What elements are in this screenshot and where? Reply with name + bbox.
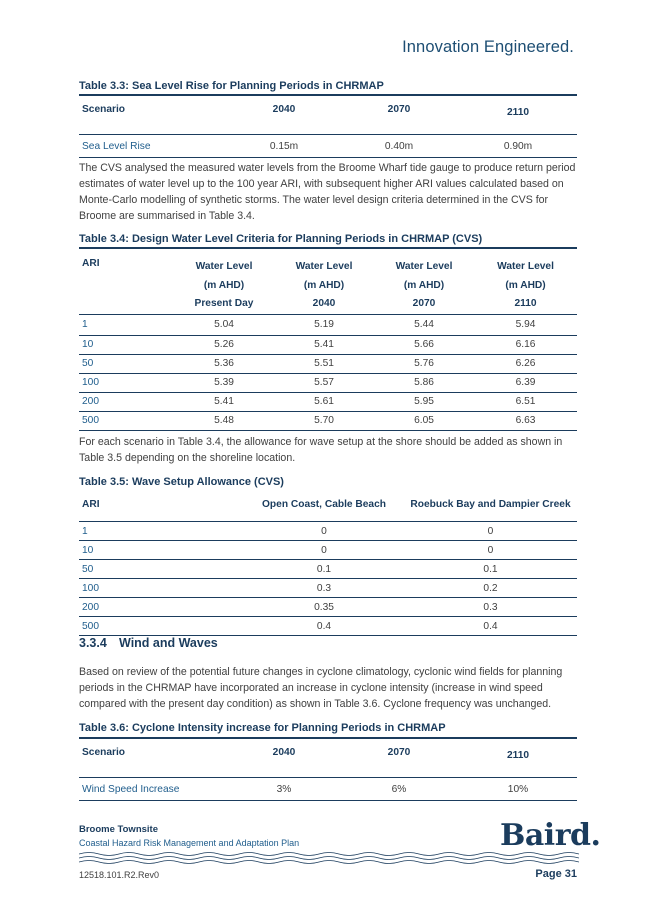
cell-value: 6.39	[474, 373, 577, 392]
cell-value: 5.04	[174, 314, 274, 335]
cell-value: 0.1	[244, 560, 404, 579]
header-2110: 2110	[459, 738, 577, 778]
row-label: Wind Speed Increase	[79, 778, 229, 801]
header-line: 2070	[412, 298, 436, 309]
cell-value: 5.19	[274, 314, 374, 335]
table-row	[79, 541, 577, 560]
table-row	[79, 314, 577, 335]
header-line: Water Level	[195, 261, 253, 272]
header-line: Water Level	[395, 261, 453, 272]
header-line: 2110	[514, 298, 537, 309]
page-number: Page 31	[535, 868, 577, 880]
company-tagline: Innovation Engineered.	[402, 38, 574, 56]
cell-value: 0	[404, 541, 577, 560]
header-2040: 2040	[229, 738, 339, 778]
cell-value: 0.3	[244, 579, 404, 598]
cell-value: 10%	[459, 778, 577, 801]
table-row	[79, 411, 577, 430]
section-title: Wind and Waves	[119, 636, 218, 650]
table-3-6	[79, 737, 577, 801]
cell-value: 0	[404, 522, 577, 541]
cell-value: 5.51	[274, 354, 374, 373]
cell-value: 5.66	[374, 335, 474, 354]
cell-value: 5.94	[474, 314, 577, 335]
cell-value: 0	[244, 541, 404, 560]
section-heading	[79, 636, 218, 650]
table-row	[79, 560, 577, 579]
cell-value: 5.26	[174, 335, 274, 354]
cell-value: 5.41	[274, 335, 374, 354]
paragraph-wave-setup: For each scenario in Table 3.4, the allowance for wave setup at the shore should be added as shown in Table 3.5 depending on the shoreline location.	[79, 436, 563, 464]
cell-ari: 500	[79, 411, 174, 430]
table-row	[79, 617, 577, 636]
header-line: 2040	[312, 298, 336, 309]
cell-ari: 1	[79, 522, 244, 541]
cell-value: 0.15m	[229, 135, 339, 158]
header-ari-label: ARI	[82, 258, 100, 269]
cell-value: 5.76	[374, 354, 474, 373]
cell-value: 5.39	[174, 373, 274, 392]
cell-value: 0.35	[244, 598, 404, 617]
cell-value: 3%	[229, 778, 339, 801]
header-2070	[374, 248, 474, 314]
cell-value: 5.57	[274, 373, 374, 392]
header-open-coast: Open Coast, Cable Beach	[244, 494, 404, 522]
table-row	[79, 598, 577, 617]
cell-value: 0.4	[244, 617, 404, 636]
header-2070: 2070	[339, 95, 459, 135]
cell-value: 0.2	[404, 579, 577, 598]
paragraph-cyclone: Based on review of the potential future changes in cyclone climatology, cyclonic wind fields for planning periods in the CHRMAP have incorporated an increase in cyclone intensity (increase in wind speed compared with the present day condition) as shown in Table 3.6. Cyclone frequency was unchanged.	[79, 666, 563, 710]
cell-value: 6.05	[374, 411, 474, 430]
header-line: Present Day	[194, 298, 254, 309]
table-3-5-caption: Table 3.5: Wave Setup Allowance (CVS)	[79, 476, 284, 488]
header-line: (m AHD)	[403, 279, 445, 291]
cell-value: 5.44	[374, 314, 474, 335]
header-2070: 2070	[339, 738, 459, 778]
header-2110: 2110	[459, 95, 577, 135]
cell-value: 5.41	[174, 392, 274, 411]
table-header-row	[79, 494, 577, 522]
cell-ari: 50	[79, 560, 244, 579]
table-row	[79, 354, 577, 373]
cell-ari: 100	[79, 373, 174, 392]
table-3-4	[79, 247, 577, 431]
header-scenario: Scenario	[79, 95, 229, 135]
header-line: (m AHD)	[505, 279, 546, 291]
paragraph-cvs-analysis: The CVS analysed the measured water levels from the Broome Wharf tide gauge to produce return period estimates of water level up to the 100 year ARI, with subsequent higher ARI values calculated based on Monte-Carlo modelling of synthetic storms. The water level design criteria determined in the CVS for Broome are summarised in Table 3.4.	[79, 162, 576, 222]
table-3-5	[79, 494, 577, 636]
header-ari	[79, 248, 174, 314]
baird-logo: Baird.	[500, 818, 601, 853]
cell-value: 6.26	[474, 354, 577, 373]
wave-divider	[79, 850, 579, 866]
table-row	[79, 579, 577, 598]
cell-value: 6.63	[474, 411, 577, 430]
cell-value: 6%	[339, 778, 459, 801]
table-header-row	[79, 248, 577, 314]
table-row	[79, 522, 577, 541]
cell-value: 5.86	[374, 373, 474, 392]
row-label: Sea Level Rise	[79, 135, 229, 158]
header-line: Water Level	[497, 261, 554, 272]
cell-value: 0.40m	[339, 135, 459, 158]
header-2040: 2040	[229, 95, 339, 135]
header-scenario: Scenario	[79, 738, 229, 778]
cell-value: 5.61	[274, 392, 374, 411]
table-3-3	[79, 94, 577, 158]
table-row	[79, 778, 577, 801]
document-reference: 12518.101.R2.Rev0	[79, 870, 160, 880]
cell-ari: 500	[79, 617, 244, 636]
cell-ari: 100	[79, 579, 244, 598]
header-roebuck-bay: Roebuck Bay and Dampier Creek	[404, 494, 577, 522]
cell-value: 5.95	[374, 392, 474, 411]
cell-value: 0	[244, 522, 404, 541]
table-3-6-caption: Table 3.6: Cyclone Intensity increase for Planning Periods in CHRMAP	[79, 722, 446, 734]
table-header-row	[79, 738, 577, 778]
cell-value: 6.51	[474, 392, 577, 411]
cell-ari: 1	[79, 314, 174, 335]
table-row	[79, 373, 577, 392]
section-number: 3.3.4	[79, 636, 107, 650]
cell-value: 5.36	[174, 354, 274, 373]
header-2110	[474, 248, 577, 314]
header-ari: ARI	[79, 494, 244, 522]
table-row	[79, 392, 577, 411]
header-line: (m AHD)	[203, 279, 245, 291]
cell-ari: 10	[79, 335, 174, 354]
cell-ari: 50	[79, 354, 174, 373]
cell-ari: 10	[79, 541, 244, 560]
footer-document-title: Coastal Hazard Risk Management and Adaptation Plan	[79, 838, 300, 848]
table-row	[79, 135, 577, 158]
header-present-day	[174, 248, 274, 314]
cell-value: 5.70	[274, 411, 374, 430]
cell-value: 0.4	[404, 617, 577, 636]
footer-project-name: Broome Townsite	[79, 824, 158, 835]
header-line: (m AHD)	[303, 279, 345, 291]
header-2040	[274, 248, 374, 314]
table-3-3-caption: Table 3.3: Sea Level Rise for Planning Periods in CHRMAP	[79, 80, 384, 92]
cell-value: 0.1	[404, 560, 577, 579]
cell-value: 6.16	[474, 335, 577, 354]
table-header-row	[79, 95, 577, 135]
header-line: Water Level	[295, 261, 353, 272]
table-row	[79, 335, 577, 354]
cell-value: 0.3	[404, 598, 577, 617]
cell-value: 5.48	[174, 411, 274, 430]
table-3-4-caption: Table 3.4: Design Water Level Criteria for Planning Periods in CHRMAP (CVS)	[79, 233, 483, 245]
cell-ari: 200	[79, 392, 174, 411]
cell-ari: 200	[79, 598, 244, 617]
cell-value: 0.90m	[459, 135, 577, 158]
